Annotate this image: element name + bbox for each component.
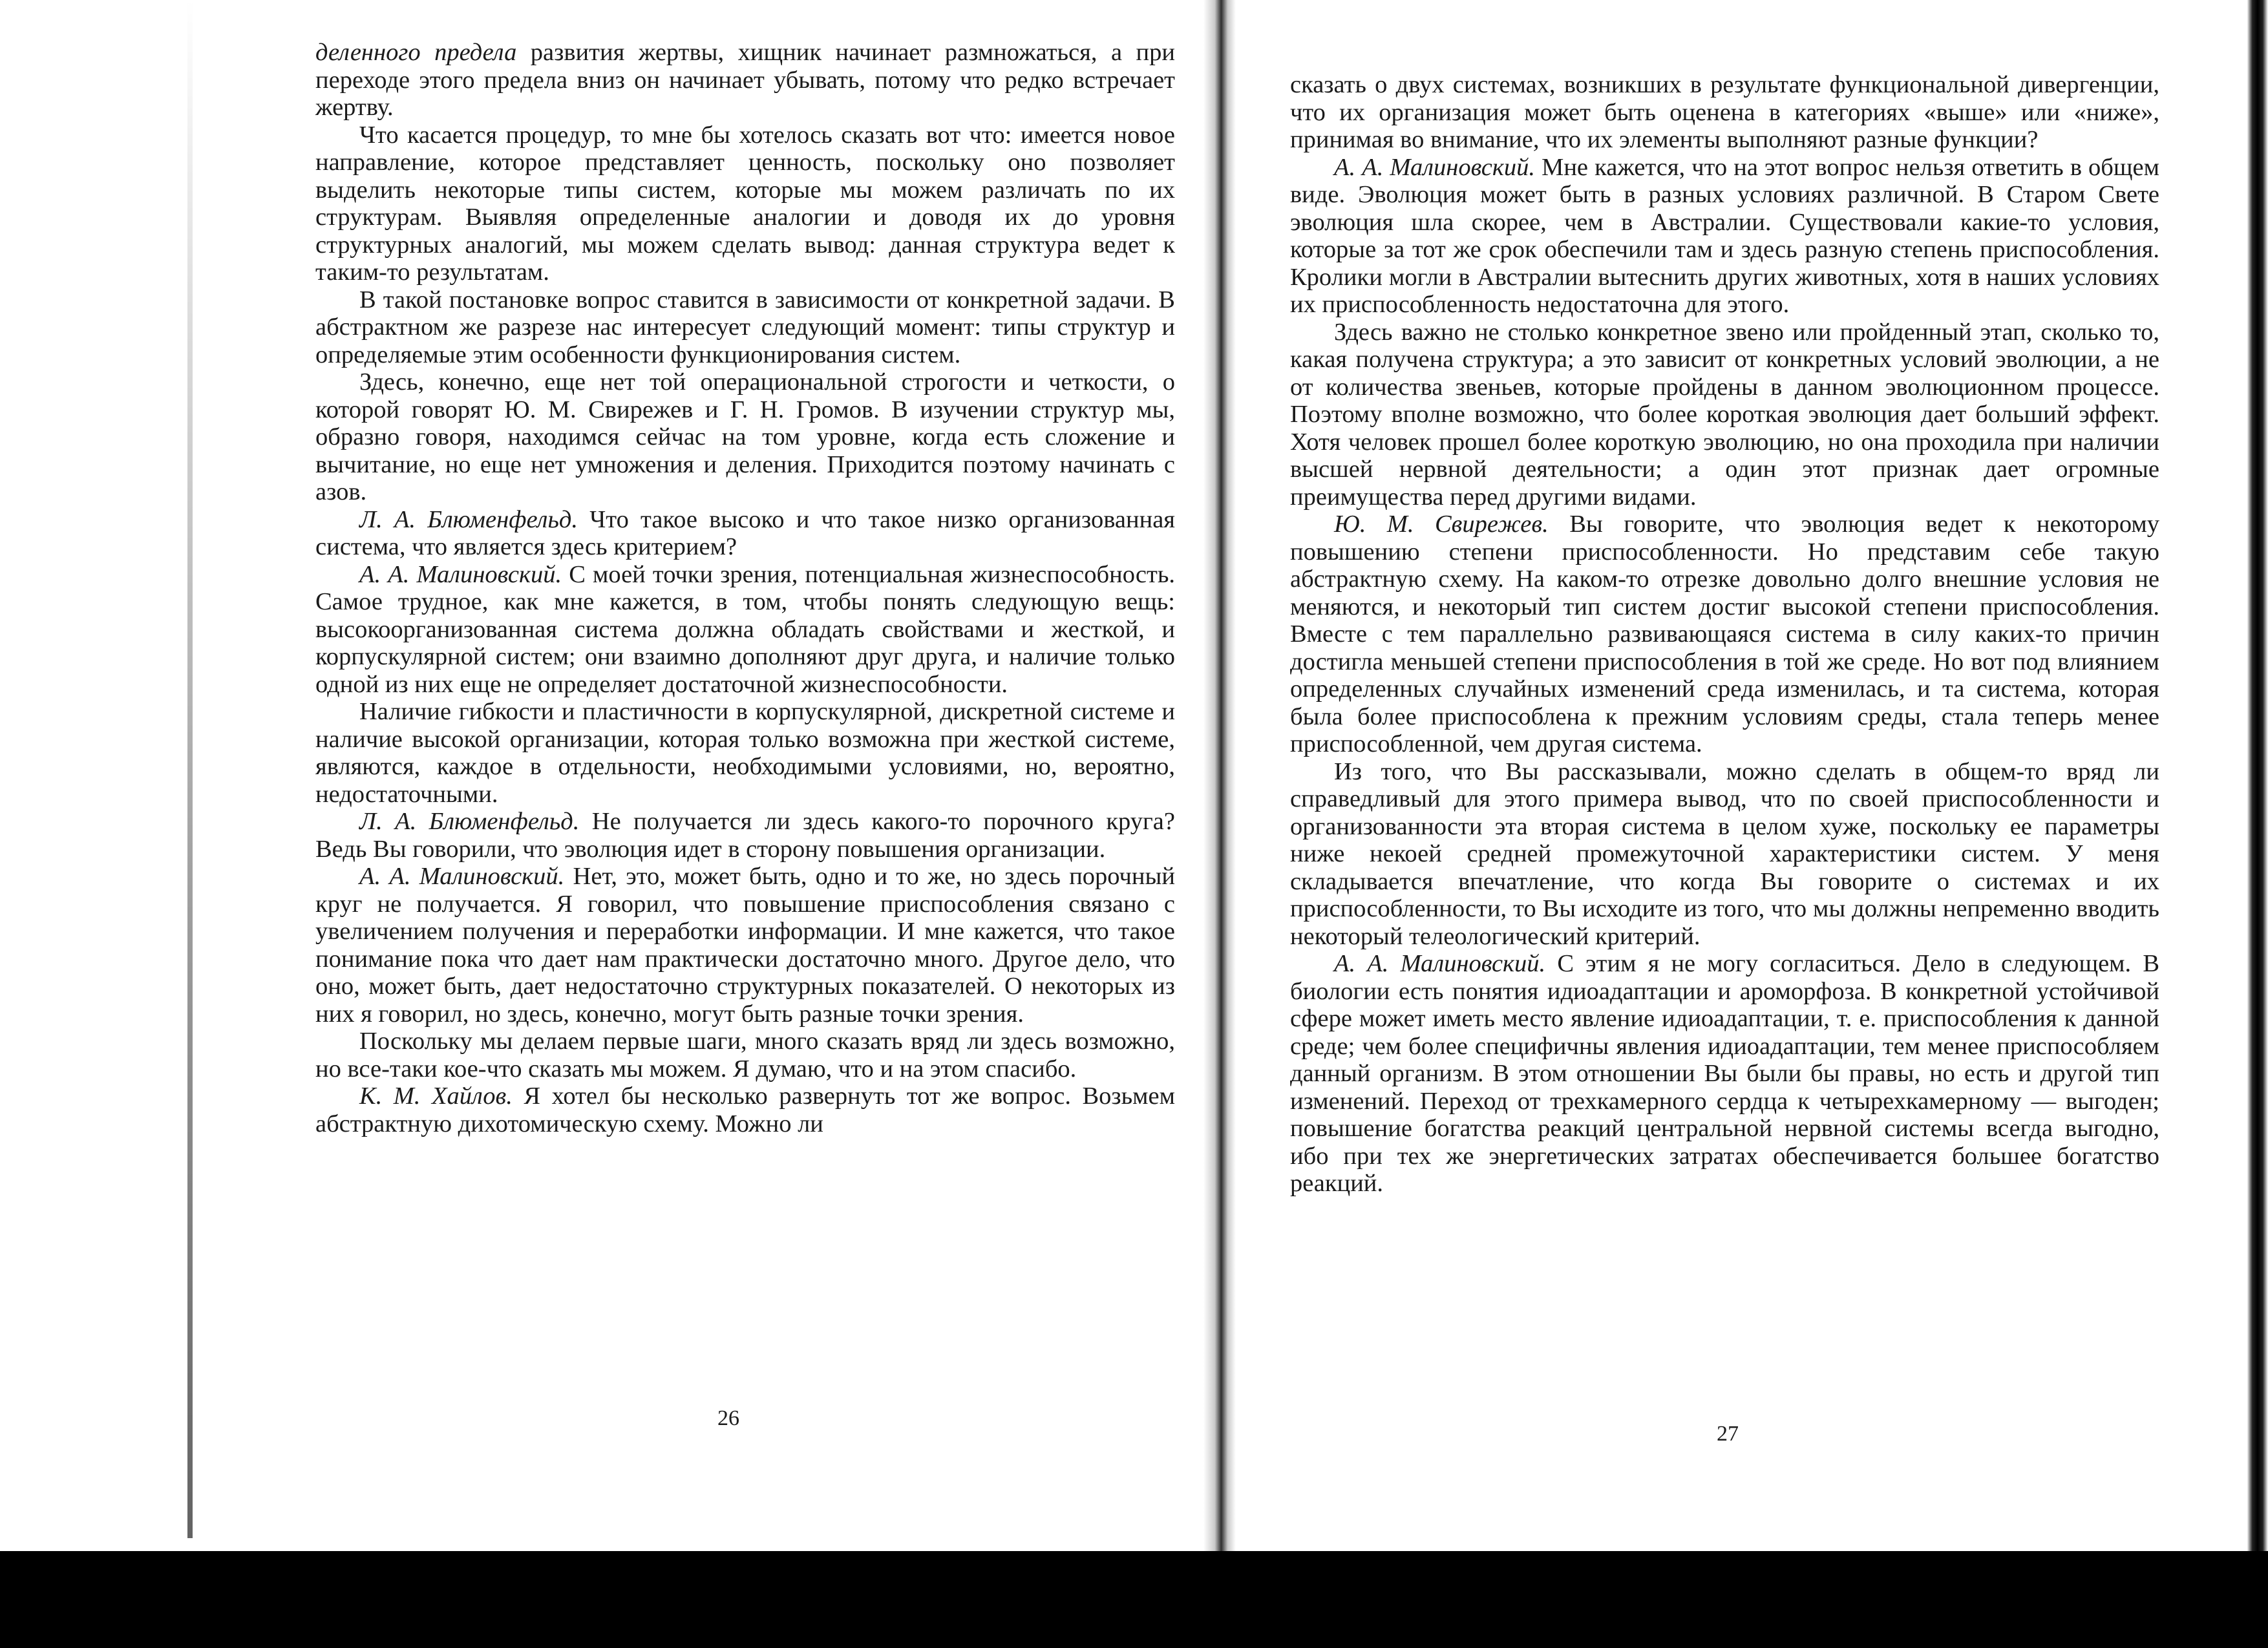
paragraph-text: Мне кажется, что на этот вопрос нельзя ответить в общем виде. Эволюция может быть в разных условиях различной. В Старом Свете эволюция шла скорее, чем в Австралии. Существовали какие-то условия, которые за тот же срок обеспечили там и здесь разную степень приспособления. Кролики могли в Австралии вытеснить других животных, хотя в наших условиях их приспособленность недостаточна для этого. (1290, 153, 2159, 318)
left-paragraph-10 (315, 1028, 1175, 1083)
left-paragraph-5 (315, 506, 1175, 561)
right-paragraph-2 (1290, 154, 2159, 319)
speaker-name: К. М. Хайлов. (359, 1083, 513, 1110)
paragraph-text: Наличие гибкости и пластичности в корпускулярной, дискретной системе и наличие высокой организации, которая только возможна при жесткой системе, являются, каждое в отдельности, необходимыми условиями, но, вероятно, недостаточными. (315, 698, 1175, 808)
paragraph-text: Что касается процедур, то мне бы хотелось сказать вот что: имеется новое направление, которое представляет ценность, поскольку оно позволяет выделить некоторые типы систем, которые мы можем различать по их структурам. Выявляя определенные аналогии и доводя их до уровня структурных аналогий, мы можем сделать вывод: данная структура ведет к таким-то результатам. (315, 121, 1175, 286)
right-paragraph-4 (1290, 511, 2159, 758)
speaker-name: Л. А. Блюменфельд. (359, 808, 580, 835)
paragraph-text: В такой постановке вопрос ставится в зависимости от конкретной задачи. В абстрактном же разрезе нас интересует следующий момент: типы структур и определяемые этим особенности функционирования систем. (315, 286, 1175, 368)
speaker-name: Л. А. Блюменфельд. (359, 505, 578, 533)
paragraph-text: С этим я не могу согласиться. Дело в следующем. В биологии есть понятия идиоадаптации и ароморфоза. В конкретной устойчивой сфере может иметь место явление идиоадаптации, т. е. приспособления к данной среде; чем более специфичны явления идиоадаптации, тем менее приспособляем данный организм. В этом отношении Вы были бы правы, но есть и другой тип изменений. Переход от трехкамерного сердца к четырехкамерному — выгоден; повышение богатства реакций центральной нервной системы всегда выгодно, ибо при тех же энергетических затратах обеспечивается большее богатство реакций. (1290, 950, 2159, 1197)
page-number-right: 27 (1717, 1422, 1739, 1446)
right-page-text (1290, 71, 2159, 1198)
paragraph-text: Здесь важно не столько конкретное звено или пройденный этап, сколько то, какая получена структура; а это зависит от конкретных условий эволюции, а не от количества звеньев, которые пройдены в данном эволюционном процессе. Поэтому вполне возможно, что более короткая эволюция дает больший эффект. Хотя человек прошел более короткую эволюцию, но она проходила при наличии высшей нервной деятельности; а один этот признак дает огромные преимущества перед другими видами. (1290, 318, 2159, 511)
right-paragraph-3 (1290, 319, 2159, 511)
left-paragraph-2 (315, 121, 1175, 286)
left-paragraph-9 (315, 863, 1175, 1028)
paragraph-text: Нет, это, может быть, одно и то же, но здесь порочный круг не получается. Я говорил, что повышение приспособления связано с увеличением получения и переработки информации. И мне кажется, что такое понимание пока что дает нам практически достаточно много. Другое дело, что оно, может быть, дает недостаточно структурных показателей. О некоторых из них я говорил, но здесь, конечно, могут быть разные точки зрения. (315, 863, 1175, 1028)
right-paragraph-5 (1290, 758, 2159, 951)
paragraph-text: С моей точки зрения, потенциальная жизнеспособность. Самое трудное, как мне кажется, в том, чтобы понять следующую вещь: высокоорганизованная система должна обладать свойствами и жесткой, и корпускулярной систем; они взаимно дополняют друг друга, и наличие только одной из них еще не определяет достаточной жизнеспособности. (315, 560, 1175, 698)
book-spine-shadow (1203, 0, 1236, 1564)
scanner-bottom-border (0, 1551, 2268, 1648)
right-page-edge-shadow (2233, 0, 2268, 1564)
paragraph-text: Что такое высоко и что такое низко организованная система, что является здесь критерием? (315, 505, 1175, 560)
speaker-name: А. А. Малиновский. (359, 863, 565, 890)
left-paragraph-8 (315, 808, 1175, 863)
paragraph-text: Я хотел бы несколько развернуть тот же вопрос. Возьмем абстрактную дихотомическую схему. Можно ли (315, 1083, 1176, 1137)
paragraph-text: Вы говорите, что эволюция ведет к некоторому повышению степени приспособленности. Но представим себе такую абстрактную схему. На каком-то отрезке довольно долго внешние условия не меняются, и некоторый тип систем достиг высокой степени приспособления. Вместе с тем параллельно развивающаяся система в силу каких-то причин достигла меньшей степени приспособления в той же среде. Но вот под влиянием определенных случайных изменений среда изменилась, и та система, которая была более приспособлена к прежним условиям среды, стала теперь менее приспособленной, чем другая система. (1290, 511, 2160, 757)
paragraph-text: развития жертвы, хищник начинает размножаться, а при переходе этого предела вниз он начинает убывать, потому что редко встречает жертву. (315, 39, 1175, 121)
paragraph-text: Из того, что Вы рассказывали, можно сделать в общем-то вряд ли справедливый для этого примера вывод, что по своей приспособленности и организованности эта вторая система в целом хуже, поскольку ее параметры ниже некоей средней промежуточной характеристики систем. У меня складывается впечатление, что когда Вы говорите о системах и их приспособленности, то Вы исходите из того, что мы должны непременно вводить некоторый телеологический критерий. (1290, 757, 2159, 950)
left-paragraph-1 (315, 39, 1175, 121)
left-paragraph-4 (315, 368, 1175, 506)
left-paragraph-3 (315, 286, 1175, 369)
left-paragraph-6 (315, 561, 1175, 699)
speaker-name: А. А. Малиновский. (1334, 950, 1546, 977)
left-page-edge-shadow (187, 0, 193, 1538)
page-number-left: 26 (717, 1406, 739, 1430)
paragraph-text: сказать о двух системах, возникших в результате функциональной дивергенции, что их организация может быть оценена в категориях «выше» или «ниже», принимая во внимание, что их элементы выполняют разные функции? (1290, 71, 2159, 153)
italic-lead: деленного предела (315, 39, 517, 66)
left-paragraph-11 (315, 1083, 1175, 1137)
left-paragraph-7 (315, 698, 1175, 808)
speaker-name: А. А. Малиновский. (1334, 153, 1536, 181)
right-paragraph-6 (1290, 950, 2159, 1198)
left-page-text (315, 39, 1175, 1137)
paragraph-text: Поскольку мы делаем первые шаги, много сказать вряд ли здесь возможно, но все-таки кое-что сказать мы можем. Я думаю, что и на этом спасибо. (315, 1028, 1175, 1083)
paragraph-text: Не получается ли здесь какого-то порочного круга? Ведь Вы говорили, что эволюция идет в сторону повышения организации. (315, 808, 1175, 863)
speaker-name: А. А. Малиновский. (359, 560, 562, 588)
paragraph-text: Здесь, конечно, еще нет той операциональной строгости и четкости, о которой говорят Ю. М. Свирежев и Г. Н. Громов. В изучении структур мы, образно говоря, находимся сейчас на том уровне, когда есть сложение и вычитание, но еще нет умножения и деления. Приходится поэтому начинать с азов. (315, 368, 1175, 505)
speaker-name: Ю. М. Свирежев. (1334, 511, 1549, 538)
right-paragraph-1 (1290, 71, 2159, 154)
